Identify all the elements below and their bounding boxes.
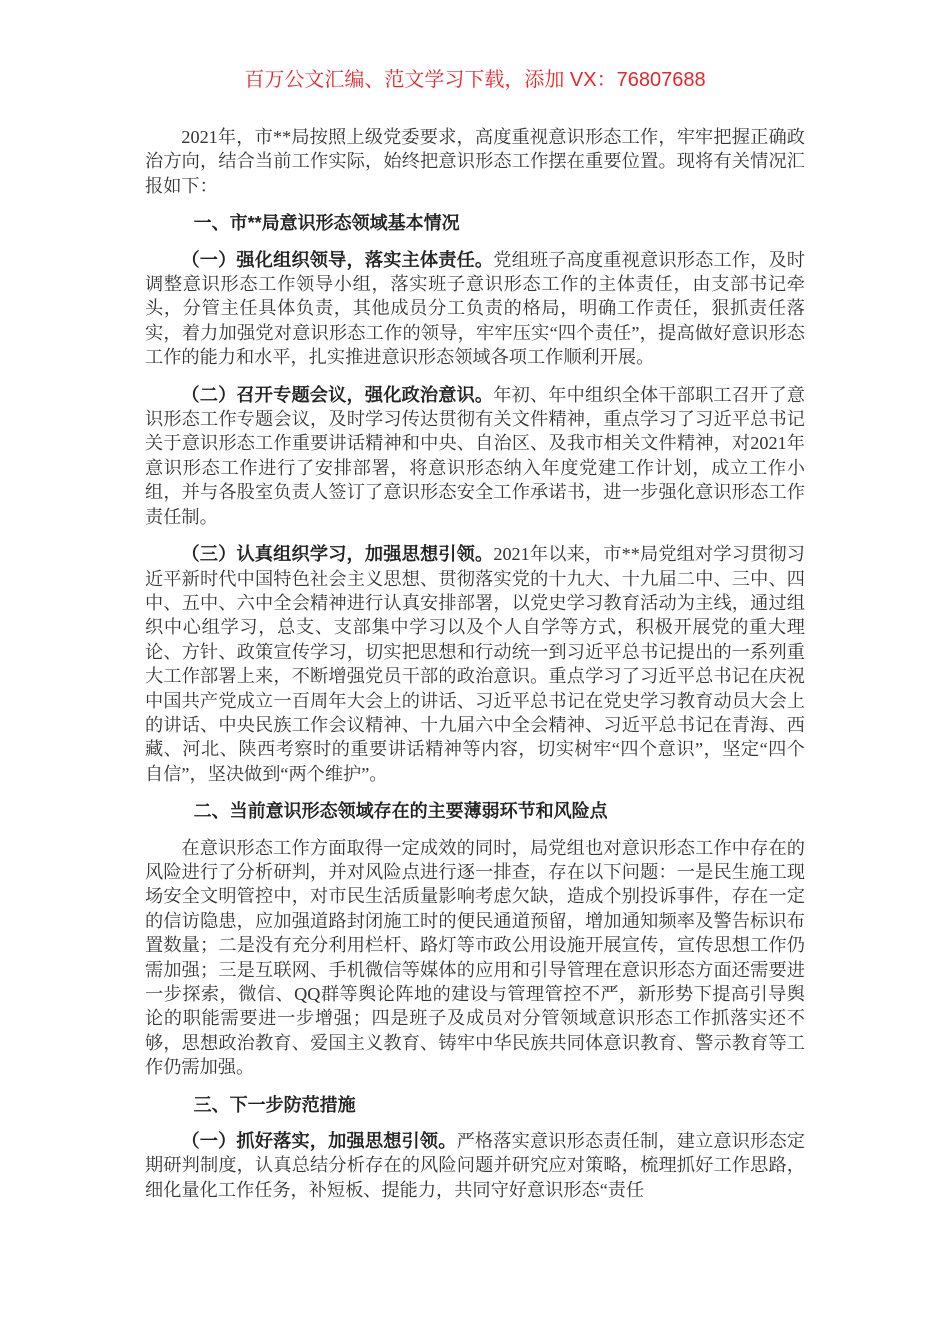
intro-paragraph: 2021年，市**局按照上级党委要求，高度重视意识形态工作，牢牢把握正确政治方向，结合当前工作实际，始终把意识形态工作摆在重要位置。现将有关情况汇报如下： [145, 127, 805, 196]
document-body [145, 125, 805, 1215]
item-text: 严格落实意识形态责任制，建立意识形态定期研判制度，认真总结分析存在的风险问题并研究应对策略，梳理抓好工作思路，细化量化工作任务，补短板、提能力，共同守好意识形态“责任 [145, 1131, 805, 1200]
item-lead: （一）抓好落实，加强思想引领。 [181, 1131, 457, 1152]
section-1-item-3 [145, 542, 805, 786]
item-lead: （三）认真组织学习，加强思想引领。 [181, 544, 494, 565]
section-1-item-2 [145, 383, 805, 529]
section-3-item-1 [145, 1129, 805, 1202]
section-1-heading: 一、市**局意识形态领域基本情况 [193, 213, 460, 234]
item-text: 2021年以来，市**局党组对学习贯彻习近平新时代中国特色社会主义思想、贯彻落实党的十九大、十九届二中、三中、四中、五中、六中全会精神进行认真安排部署，以党史学习教育活动为主线，通过组织中心组学习，总支、支部集中学习以及个人自学等方式，积极开展党的重大理论、方针、政策宣传学习，切实把思想和行动统一到习近平总书记提出的一系列重大工作部署上来，不断增强党员干部的政治意识。重点学习了习近平总书记在庆祝中国共产党成立一百周年大会上的讲话、习近平总书记在党史学习教育动员大会上的讲话、中央民族工作会议精神、十九届六中全会精神、习近平总书记在青海、西藏、河北、陕西考察时的重要讲话精神等内容，切实树牢“四个意识”，坚定“四个自信”，坚决做到“两个维护”。 [145, 544, 805, 784]
watermark-header: 百万公文汇编、范文学习下载，添加 VX：76807688 [244, 69, 706, 91]
section-2-paragraph: 在意识形态工作方面取得一定成效的同时，局党组也对意识形态工作中存在的风险进行了分析研判，并对风险点进行逐一排查，存在以下问题：一是民生施工现场安全文明管控中，对市民生活质量影响考虑欠缺，造成个别投诉事件，存在一定的信访隐患，应加强道路封闭施工时的便民通道预留，增加通知频率及警告标识布置数量；二是没有充分利用栏杆、路灯等市政公用设施开展宣传，宣传思想工作仍需加强；三是互联网、手机微信等媒体的应用和引导管理在意识形态方面还需要进一步探索，微信、QQ群等舆论阵地的建设与管理管控不严，新形势下提高引导舆论的职能需要进一步增强；四是班子及成员对分管领域意识形态工作抓落实还不够，思想政治教育、爱国主义教育、铸牢中华民族共同体意识教育、警示教育等工作仍需加强。 [145, 837, 805, 1078]
section-1-item-1 [145, 248, 805, 370]
section-3-heading: 三、下一步防范措施 [193, 1094, 356, 1115]
item-lead: （二）召开专题会议，强化政治意识。 [181, 384, 494, 405]
section-2-heading: 二、当前意识形态领域存在的主要薄弱环节和风险点 [193, 801, 608, 822]
item-text: 年初、年中组织全体干部职工召开了意识形态工作专题会议，及时学习传达贯彻有关文件精神，重点学习了习近平总书记关于意识形态工作重要讲话精神和中央、自治区、及我市相关文件精神，对2021年意识形态工作进行了安排部署，将意识形态纳入年度党建工作计划，成立工作小组，并与各股室负责人签订了意识形态安全工作承诺书，进一步强化意识形态工作责任制。 [145, 384, 805, 527]
item-text: 党组班子高度重视意识形态工作，及时调整意识形态工作领导小组，落实班子意识形态工作的主体责任，由支部书记牵头，分管主任具体负责，其他成员分工负责的格局，明确工作责任，狠抓责任落实，着力加强党对意识形态工作的领导，牢牢压实“四个责任”，提高做好意识形态工作的能力和水平，扎实推进意识形态领域各项工作顺利开展。 [145, 249, 805, 368]
item-lead: （一）强化组织领导，落实主体责任。 [181, 249, 494, 270]
